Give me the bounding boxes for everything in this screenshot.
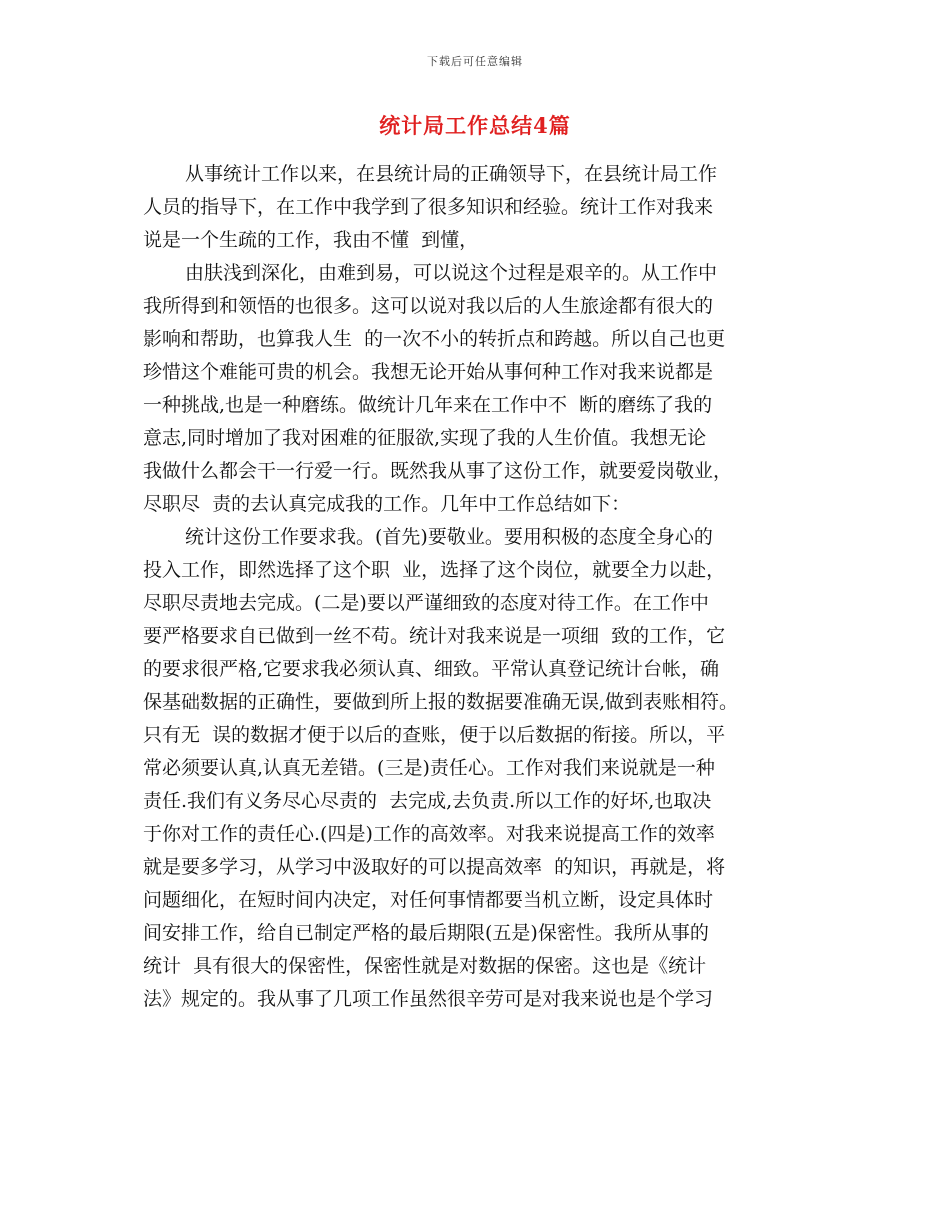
body-line: 由肤浅到深化，由难到易，可以说这个过程是艰辛的。从工作中 <box>185 262 718 284</box>
body-line: 要严格要求自已做到一丝不苟。统计对我来说是一项细 致的工作，它 <box>143 625 726 647</box>
body-line: 影响和帮助，也算我人生 的一次不小的转折点和跨越。所以自己也更 <box>143 328 726 350</box>
body-line: 意志,同时增加了我对困难的征服欲,实现了我的人生价值。我想无论 <box>143 427 707 449</box>
body-line: 的要求很严格,它要求我必须认真、细致。平常认真登记统计台帐，确 <box>143 658 720 680</box>
body-line: 尽职尽 责的去认真完成我的工作。几年中工作总结如下： <box>143 493 631 515</box>
body-line: 我所得到和领悟的也很多。这可以说对我以后的人生旅途都有很大的 <box>143 295 714 317</box>
body-line: 一种挑战,也是一种磨练。做统计几年来在工作中不 断的磨练了我的 <box>143 394 713 416</box>
body-line: 法》规定的。我从事了几项工作虽然很辛劳可是对我来说也是个学习 <box>143 988 714 1010</box>
body-line: 问题细化，在短时间内决定，对任何事情都要当机立断，设定具体时 <box>143 889 714 911</box>
body-line: 只有无 误的数据才便于以后的查账，便于以后数据的衔接。所以，平 <box>143 724 726 746</box>
body-line: 说是一个生疏的工作，我由不懂 到懂， <box>143 229 479 251</box>
body-line: 间安排工作，给自已制定严格的最后期限(五是)保密性。我所从事的 <box>143 922 709 944</box>
body-line: 投入工作，即然选择了这个职 业，选择了这个岗位，就要全力以赴， <box>143 559 726 581</box>
body-line: 常必须要认真,认真无差错。(三是)责任心。工作对我们来说就是一种 <box>143 757 715 779</box>
body-line: 统计 具有很大的保密性，保密性就是对数据的保密。这也是《统计 <box>143 955 707 977</box>
body-line: 我做什么都会干一行爱一行。既然我从事了这份工作，就要爱岗敬业， <box>143 460 733 482</box>
body-line: 保基础数据的正确性，要做到所上报的数据要准确无误,做到表账相符。 <box>143 691 739 713</box>
body-line: 尽职尽责地去完成。(二是)要以严谨细致的态度对待工作。在工作中 <box>143 592 709 614</box>
body-line: 于你对工作的责任心.(四是)工作的高效率。对我来说提高工作的效率 <box>143 823 715 845</box>
document-title: 统计局工作总结4篇 <box>379 113 571 138</box>
body-line: 责任.我们有义务尽心尽责的 去完成,去负责.所以工作的好坏,也取决 <box>143 790 712 812</box>
body-line: 人员的指导下，在工作中我学到了很多知识和经验。统计工作对我来 <box>143 196 714 218</box>
body-line: 从事统计工作以来，在县统计局的正确领导下，在县统计局工作 <box>185 163 718 185</box>
body-line: 统计这份工作要求我。(首先)要敬业。要用积极的态度全身心的 <box>185 526 713 548</box>
page-header: 下载后可任意编辑 <box>427 55 523 68</box>
body-line: 珍惜这个难能可贵的机会。我想无论开始从事何种工作对我来说都是 <box>143 361 714 383</box>
document-body <box>143 158 833 1016</box>
body-line: 就是要多学习，从学习中汲取好的可以提高效率 的知识，再就是，将 <box>143 856 726 878</box>
